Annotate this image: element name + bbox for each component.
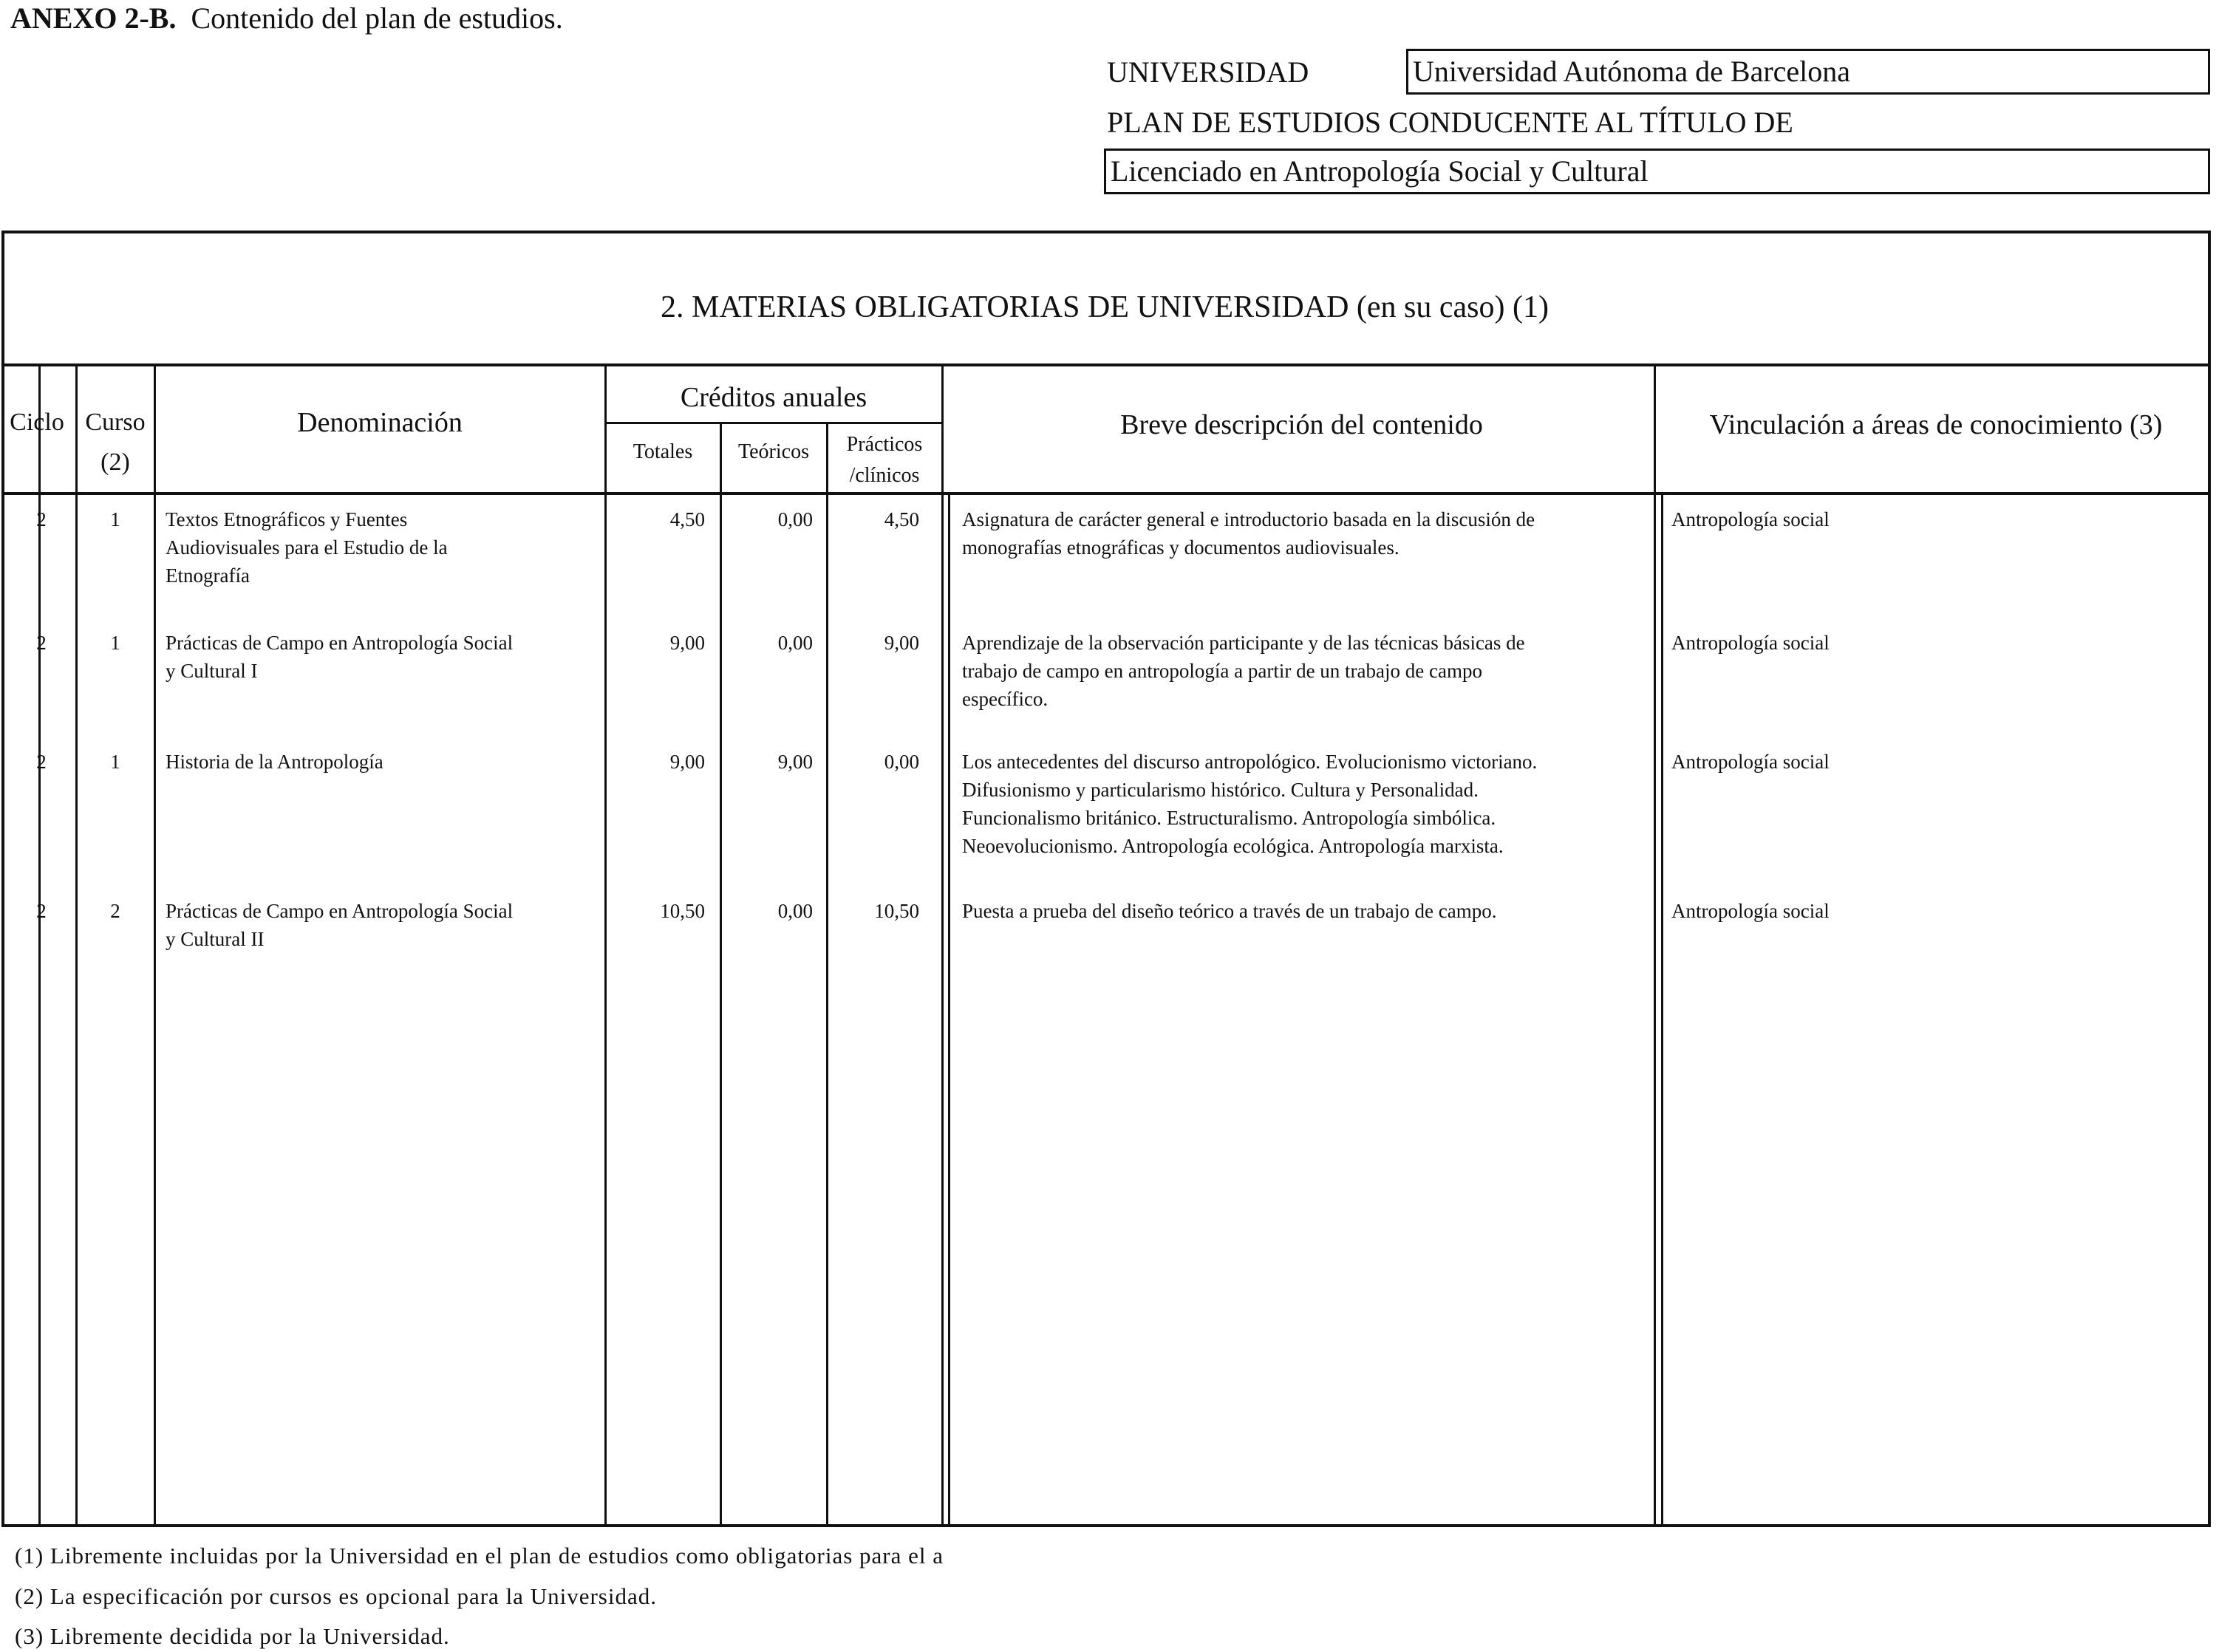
row3-vinculacion: Antropología social bbox=[1671, 751, 1830, 773]
footnote-2: (2) La especificación por cursos es opcional para la Universidad. bbox=[15, 1583, 657, 1609]
row1-denominacion: Textos Etnográficos y Fuentes Audiovisuales para el Estudio de la Etnografía bbox=[166, 508, 448, 587]
row3-practicos: 0,00 bbox=[884, 751, 919, 773]
section-divider bbox=[1, 363, 2211, 366]
header-creditos: Créditos anuales bbox=[680, 382, 867, 413]
header-curso-note: (2) bbox=[100, 448, 130, 476]
row2-descripcion: Aprendizaje de la observación participante y de las técnicas básicas de trabajo de campo en antropología a partir de un trabajo de campo específico. bbox=[962, 632, 1525, 710]
row2-totales: 9,00 bbox=[669, 632, 705, 654]
row1-ciclo: 2 bbox=[36, 508, 47, 530]
section-title: 2. MATERIAS OBLIGATORIAS DE UNIVERSIDAD (en su caso) (1) bbox=[661, 290, 1549, 324]
annex-title: Contenido del plan de estudios. bbox=[191, 1, 563, 35]
row1-teoricos: 0,00 bbox=[777, 508, 813, 530]
row2-teoricos: 0,00 bbox=[777, 632, 813, 654]
annex-label: ANEXO 2-B. bbox=[10, 1, 177, 35]
col-line-ciclo bbox=[75, 366, 78, 1527]
row1-practicos: 4,50 bbox=[884, 508, 919, 530]
creditos-divider bbox=[604, 422, 941, 424]
row2-curso: 1 bbox=[110, 632, 120, 654]
row1-totales: 4,50 bbox=[669, 508, 705, 530]
header-divider bbox=[1, 492, 2211, 495]
header-vinculacion: Vinculación a áreas de conocimiento (3) bbox=[1709, 409, 2163, 440]
header-descripcion: Breve descripción del contenido bbox=[1120, 409, 1483, 440]
row2-vinculacion: Antropología social bbox=[1671, 632, 1830, 654]
row1-descripcion: Asignatura de carácter general e introductorio basada en la discusión de monografías etnográficas y documentos audiovisuales. bbox=[962, 508, 1535, 559]
annex-heading bbox=[10, 0, 563, 37]
row1-vinculacion: Antropología social bbox=[1671, 508, 1830, 530]
row4-practicos: 10,50 bbox=[874, 900, 919, 922]
header-practicos: Prácticos bbox=[846, 433, 923, 456]
footnote-3: (3) Libremente decidida por la Universidad. bbox=[15, 1623, 450, 1649]
row3-curso: 1 bbox=[110, 751, 120, 773]
col-line-descripcion-inner bbox=[1661, 492, 1663, 1527]
row4-descripcion: Puesta a prueba del diseño teórico a través de un trabajo de campo. bbox=[962, 900, 1497, 922]
universidad-value: Universidad Autónoma de Barcelona bbox=[1413, 55, 1851, 88]
footnote-1: (1) Libremente incluidas por la Universidad en el plan de estudios como obligatorias para el a bbox=[15, 1543, 944, 1569]
plan-label: PLAN DE ESTUDIOS CONDUCENTE AL TÍTULO DE bbox=[1107, 106, 1793, 139]
row4-ciclo: 2 bbox=[36, 900, 47, 922]
row4-denominacion: Prácticas de Campo en Antropología Social y Cultural II bbox=[166, 900, 514, 950]
col-line-denominacion bbox=[604, 366, 607, 1527]
header-curso: Curso bbox=[85, 409, 146, 436]
universidad-value-box bbox=[1406, 49, 2210, 95]
row4-curso: 2 bbox=[110, 900, 120, 922]
header-teoricos: Teóricos bbox=[737, 440, 809, 463]
titulo-value-box bbox=[1104, 149, 2210, 194]
col-line-teoricos bbox=[826, 424, 828, 1527]
row1-curso: 1 bbox=[110, 508, 120, 530]
col-line-totales bbox=[720, 424, 722, 1527]
row3-totales: 9,00 bbox=[669, 751, 705, 773]
titulo-value: Licenciado en Antropología Social y Cultural bbox=[1111, 154, 1649, 188]
row2-practicos: 9,00 bbox=[884, 632, 919, 654]
col-line-creditos bbox=[941, 366, 944, 1527]
row3-descripcion: Los antecedentes del discurso antropológico. Evolucionismo victoriano. Difusionismo y particularismo histórico. Cultura y Personalidad. Funcionalismo británico. Estructuralismo. Antropología simbólica. Neoevolucionismo. Antropología ecológica. Antropología marxista. bbox=[962, 751, 1538, 857]
header-ciclo: Ciclo bbox=[10, 409, 64, 436]
universidad-label: UNIVERSIDAD bbox=[1107, 55, 1309, 89]
row3-ciclo: 2 bbox=[36, 751, 47, 773]
row3-teoricos: 9,00 bbox=[777, 751, 813, 773]
row4-totales: 10,50 bbox=[660, 900, 705, 922]
header-clinicos: /clínicos bbox=[849, 464, 920, 487]
row3-denominacion: Historia de la Antropología bbox=[166, 751, 383, 773]
header-denominacion: Denominación bbox=[297, 407, 463, 438]
col-line-left bbox=[38, 366, 41, 1527]
col-line-descripcion bbox=[1654, 366, 1656, 1527]
row4-teoricos: 0,00 bbox=[777, 900, 813, 922]
row2-ciclo: 2 bbox=[36, 632, 47, 654]
header-totales: Totales bbox=[633, 440, 693, 463]
col-line-curso bbox=[154, 366, 156, 1527]
row2-denominacion: Prácticas de Campo en Antropología Social y Cultural I bbox=[166, 632, 514, 682]
row4-vinculacion: Antropología social bbox=[1671, 900, 1830, 922]
col-line-creditos-inner bbox=[948, 492, 950, 1527]
